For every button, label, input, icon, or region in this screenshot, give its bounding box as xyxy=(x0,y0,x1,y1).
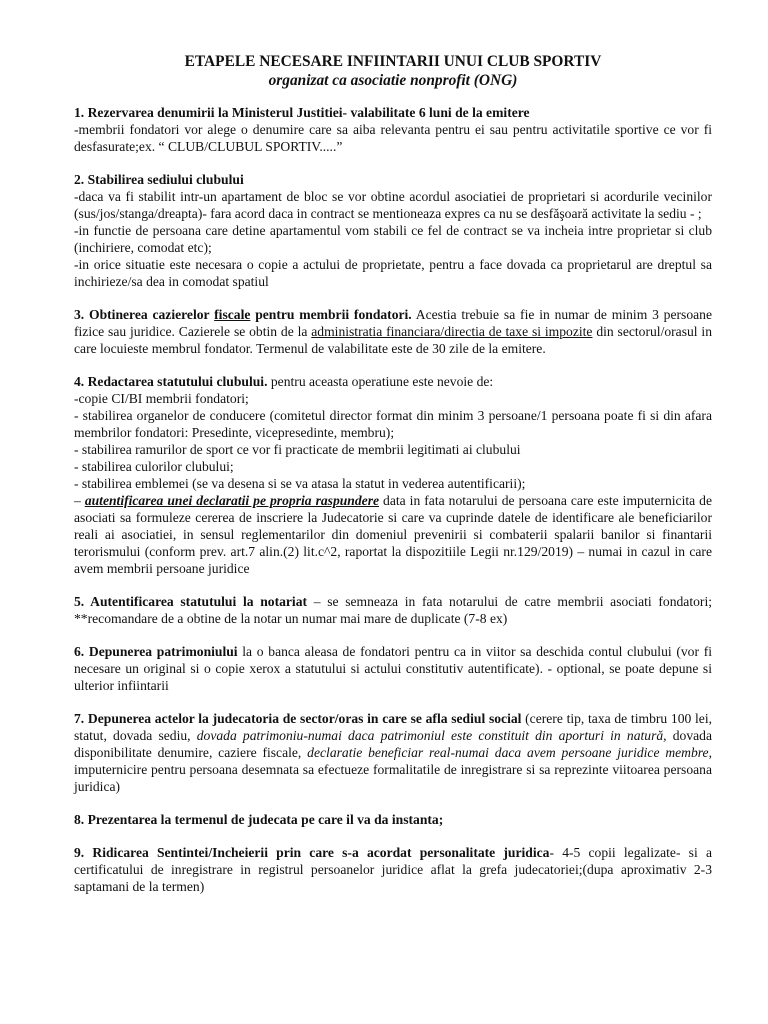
document-subtitle: organizat ca asociatie nonprofit (ONG) xyxy=(268,72,518,89)
section-5-heading: 5. Autentificarea statutului la notariat xyxy=(74,594,308,609)
section-4-line-4: - stabilirea culorilor clubului; xyxy=(74,459,234,474)
section-1-line-1: -membrii fondatori vor alege o denumire care sa aiba relevanta pentru ei sau pentru activitatile sportive ce vor fi desfasurate;ex. “ CLUB/CLUBUL SPORTIV.....” xyxy=(74,122,712,154)
section-7-text-italic-1: dovada patrimoniu-numai daca patrimoniul este constituit din aporturi in natură, xyxy=(196,728,667,743)
section-3-text-a: Acestia trebuie sa fie in numar de minim 3 persoane fizice sau juridice. Cazierele se obtin de la xyxy=(74,307,712,339)
section-3-text-underlined: administratia financiara/directia de taxe si impozite xyxy=(311,324,593,339)
section-2-heading: 2. Stabilirea sediului clubului xyxy=(74,172,244,187)
section-8-heading: 8. Prezentarea la termenul de judecata pe care il va da instanta; xyxy=(74,812,444,827)
section-4-heading: 4. Redactarea statutului clubului. xyxy=(74,374,268,389)
section-3-text-b: din sectorul/orasul in care locuieste membrul fondator. Termenul de valabilitate este de 30 zile de la emitere. xyxy=(74,324,712,356)
section-6-heading: 6. Depunerea patrimoniului xyxy=(74,644,238,659)
section-8 xyxy=(74,811,712,828)
section-4-line-6-emphasis: autentificarea unei declaratii pe propria raspundere xyxy=(84,493,380,508)
section-3-heading-a: 3. Obtinerea cazierelor xyxy=(74,307,215,322)
section-1 xyxy=(74,104,712,155)
section-4-line-3: - stabilirea ramurilor de sport ce vor fi practicate de membrii legitimati ai clubului xyxy=(74,442,521,457)
section-9-text: - 4-5 copii legalizate- si a certificatului de inregistrare in registrul persoanelor juridice aflat la grefa judecatoriei;(dupa aproximativ 2-3 saptamani de la termen) xyxy=(74,845,712,894)
section-3 xyxy=(74,306,712,357)
section-9 xyxy=(74,844,712,895)
section-7-text-a: (cerere tip, taxa de timbru 100 lei, statut, dovada sediu, xyxy=(74,711,712,743)
section-9-heading: 9. Ridicarea Sentintei/Incheierii prin care s-a acordat personalitate juridica xyxy=(74,845,550,860)
section-5 xyxy=(74,593,712,627)
section-2-line-1: -daca va fi stabilit intr-un apartament de bloc se vor obtine acordul asociatiei de proprietari si acordurile vecinilor (sus/jos/stanga/dreapta)- fara acord daca in contract se mentioneaza expres ca nu se desfăşoară activitate la sediu - ; xyxy=(74,189,712,221)
section-2-line-3: -in orice situatie este necesara o copie a actului de proprietate, pentru a face dovada ca proprietarul are dreptul sa inchirieze/sa dea in comodat spatiul xyxy=(74,257,712,289)
section-4-line-2: - stabilirea organelor de conducere (comitetul director format din minim 3 persoane/1 persoana poate fi si din afara membrilor fondatori: Presedinte, vicepresedinte, membru); xyxy=(74,408,712,440)
section-4-line-5: - stabilirea emblemei (se va desena si se va atasa la statut in vederea autentificarii); xyxy=(74,476,526,491)
section-4-intro: pentru aceasta operatiune este nevoie de: xyxy=(267,374,494,389)
section-2 xyxy=(74,171,712,290)
section-7-text-c: , imputernicire pentru persoana desemnata sa efectueze formalitatile de inregistrare si sa reprezinte viitoarea persoana juridica) xyxy=(74,745,713,794)
section-4-line-1: -copie CI/BI membrii fondatori; xyxy=(74,391,249,406)
section-4-line-6-prefix: – xyxy=(74,493,85,508)
section-3-heading-underlined: fiscale xyxy=(214,307,251,322)
section-7-heading: 7. Depunerea actelor la judecatoria de sector/oras in care se afla sediul social xyxy=(74,711,522,726)
section-2-line-2: -in functie de persoana care detine apartamentul vom stabili ce fel de contract se va incheia intre proprietar si club (inchiriere, comodat etc); xyxy=(74,223,712,255)
document-title: ETAPELE NECESARE INFIINTARII UNUI CLUB SPORTIV xyxy=(184,53,602,70)
section-6 xyxy=(74,643,712,694)
section-6-text: la o banca aleasa de fondatori pentru ca in viitor sa deschida contul clubului (vor fi necesare un original si o copie xerox a statutului si actului constitutiv autentificate). - optional, se poate depune si ulterior infiintarii xyxy=(74,644,712,693)
section-4-line-6-rest: data in fata notarului de persoana care este imputernicita de asociati sa formuleze cererea de inscriere la Judecatorie si care va cuprinde datele de identificare ale beneficiarilor reali ai asociatiei, in sensul reglementarilor din domeniul prevenirii si combaterii spalarii banilor si finantarii terorismului (conform prev. art.7 alin.(2) lit.c^2, raportat la dispozitiile Legii nr.129/2019) – numai in cazul in care avem membrii persoane juridice xyxy=(74,493,712,576)
section-7-text-b: dovada disponibilitate denumire, caziere fiscale, xyxy=(74,728,712,760)
section-7 xyxy=(74,710,712,795)
section-3-heading-b: pentru membrii fondatori. xyxy=(250,307,412,322)
section-1-heading: 1. Rezervarea denumirii la Ministerul Justitiei- valabilitate 6 luni de la emitere xyxy=(74,105,530,120)
section-7-text-italic-2: declaratie beneficiar real-numai daca avem persoane juridice membre xyxy=(307,745,709,760)
section-5-text: – se semneaza in fata notarului de catre membrii asociati fondatori; **recomandare de a obtine de la notar un numar mai mare de duplicate (7-8 ex) xyxy=(74,594,712,626)
section-4 xyxy=(74,373,712,577)
